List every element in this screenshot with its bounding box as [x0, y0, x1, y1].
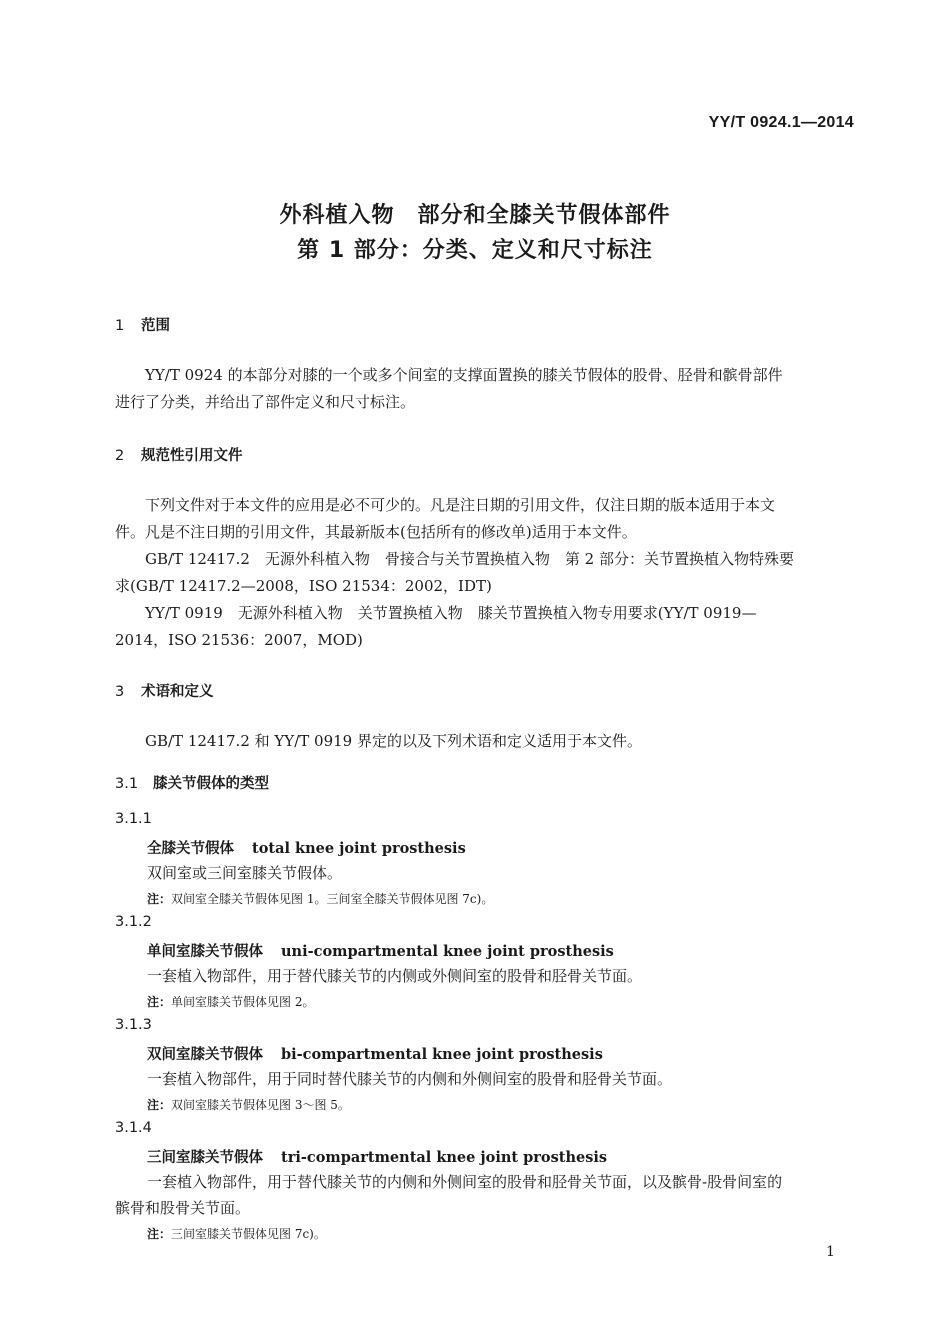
term-number: 3.1.3: [115, 1017, 152, 1033]
reference-line: 求(GB/T 12417.2—2008，ISO 21534：2002，IDT): [115, 577, 492, 595]
note-label: 注：: [147, 995, 172, 1009]
term-en: bi-compartmental knee joint prosthesis: [281, 1046, 603, 1063]
term-definition: 一套植入物部件，用于同时替代膝关节的内侧和外侧间室的股骨和胫骨关节面。: [147, 1070, 673, 1088]
term-definition: 一套植入物部件，用于替代膝关节的内侧和外侧间室的股骨和胫骨关节面，以及髌骨-股骨间室的: [147, 1173, 783, 1191]
paragraph-line: 下列文件对于本文件的应用是必不可少的。凡是注日期的引用文件，仅注日期的版本适用于本文: [145, 496, 776, 514]
term-en: total knee joint prosthesis: [252, 840, 466, 857]
term-note: [147, 1096, 350, 1113]
paragraph-line: 件。凡是不注日期的引用文件，其最新版本(包括所有的修改单)适用于本文件。: [115, 523, 637, 541]
term-number: 3.1.1: [115, 811, 152, 827]
section-3-paragraph: [115, 728, 855, 755]
term-zh: 全膝关节假体: [147, 841, 234, 857]
note-text: 单间室膝关节假体见图 2。: [171, 995, 315, 1009]
section-1-heading: [115, 314, 170, 335]
subsection-title: 膝关节假体的类型: [153, 776, 269, 792]
note-text: 双间室膝关节假体见图 3～图 5。: [171, 1098, 350, 1112]
term-en: tri-compartmental knee joint prosthesis: [281, 1149, 608, 1166]
subsection-3-1-heading: [115, 772, 269, 793]
section-number: 1: [115, 318, 125, 334]
note-text: 三间室膝关节假体见图 7c)。: [171, 1227, 326, 1241]
note-label: 注：: [147, 892, 172, 906]
section-3-heading: [115, 680, 214, 701]
term-zh: 三间室膝关节假体: [147, 1150, 263, 1166]
term-number: 3.1.4: [115, 1120, 152, 1136]
term-note: [147, 993, 314, 1010]
term-zh: 单间室膝关节假体: [147, 944, 263, 960]
standard-number: YY/T 0924.1—2014: [708, 114, 854, 131]
term-en: uni-compartmental knee joint prosthesis: [281, 943, 614, 960]
subsection-number: 3.1: [115, 776, 139, 792]
document-title-line2: 第 1 部分：分类、定义和尺寸标注: [297, 238, 653, 263]
paragraph-line: 进行了分类，并给出了部件定义和尺寸标注。: [115, 393, 416, 411]
term-definition: 一套植入物部件，用于替代膝关节的内侧或外侧间室的股骨和胫骨关节面。: [147, 967, 643, 985]
paragraph-line: GB/T 12417.2 和 YY/T 0919 界定的以及下列术语和定义适用于本文件。: [145, 732, 642, 750]
term-heading: [147, 940, 614, 961]
section-title: 范围: [141, 318, 170, 334]
section-2-paragraph: [115, 492, 855, 654]
reference-line: 2014，ISO 21536：2007，MOD): [115, 631, 363, 649]
term-number: 3.1.2: [115, 914, 152, 930]
term-note: [147, 1225, 326, 1242]
term-heading: [147, 1146, 607, 1167]
reference-line: GB/T 12417.2 无源外科植入物 骨接合与关节置换植入物 第 2 部分：关节置换植入物特殊要: [145, 550, 794, 568]
section-1-paragraph: [115, 362, 855, 416]
paragraph-line: YY/T 0924 的本部分对膝的一个或多个间室的支撑面置换的膝关节假体的股骨、胫骨和髌骨部件: [145, 366, 783, 384]
term-definition-continued: 髌骨和股骨关节面。: [115, 1199, 251, 1217]
term-zh: 双间室膝关节假体: [147, 1047, 263, 1063]
reference-line: YY/T 0919 无源外科植入物 关节置换植入物 膝关节置换植入物专用要求(YY/T 0919—: [145, 604, 757, 622]
section-title: 术语和定义: [141, 684, 214, 700]
section-2-heading: [115, 444, 243, 465]
section-number: 3: [115, 684, 125, 700]
note-label: 注：: [147, 1227, 172, 1241]
page-number: 1: [826, 1244, 835, 1260]
term-definition: 双间室或三间室膝关节假体。: [147, 864, 343, 882]
section-title: 规范性引用文件: [141, 448, 243, 464]
term-heading: [147, 837, 466, 858]
term-heading: [147, 1043, 603, 1064]
note-text: 双间室全膝关节假体见图 1。三间室全膝关节假体见图 7c)。: [171, 892, 494, 906]
term-note: [147, 890, 493, 907]
note-label: 注：: [147, 1098, 172, 1112]
document-title-line1: 外科植入物 部分和全膝关节假体部件: [279, 203, 671, 228]
section-number: 2: [115, 448, 125, 464]
